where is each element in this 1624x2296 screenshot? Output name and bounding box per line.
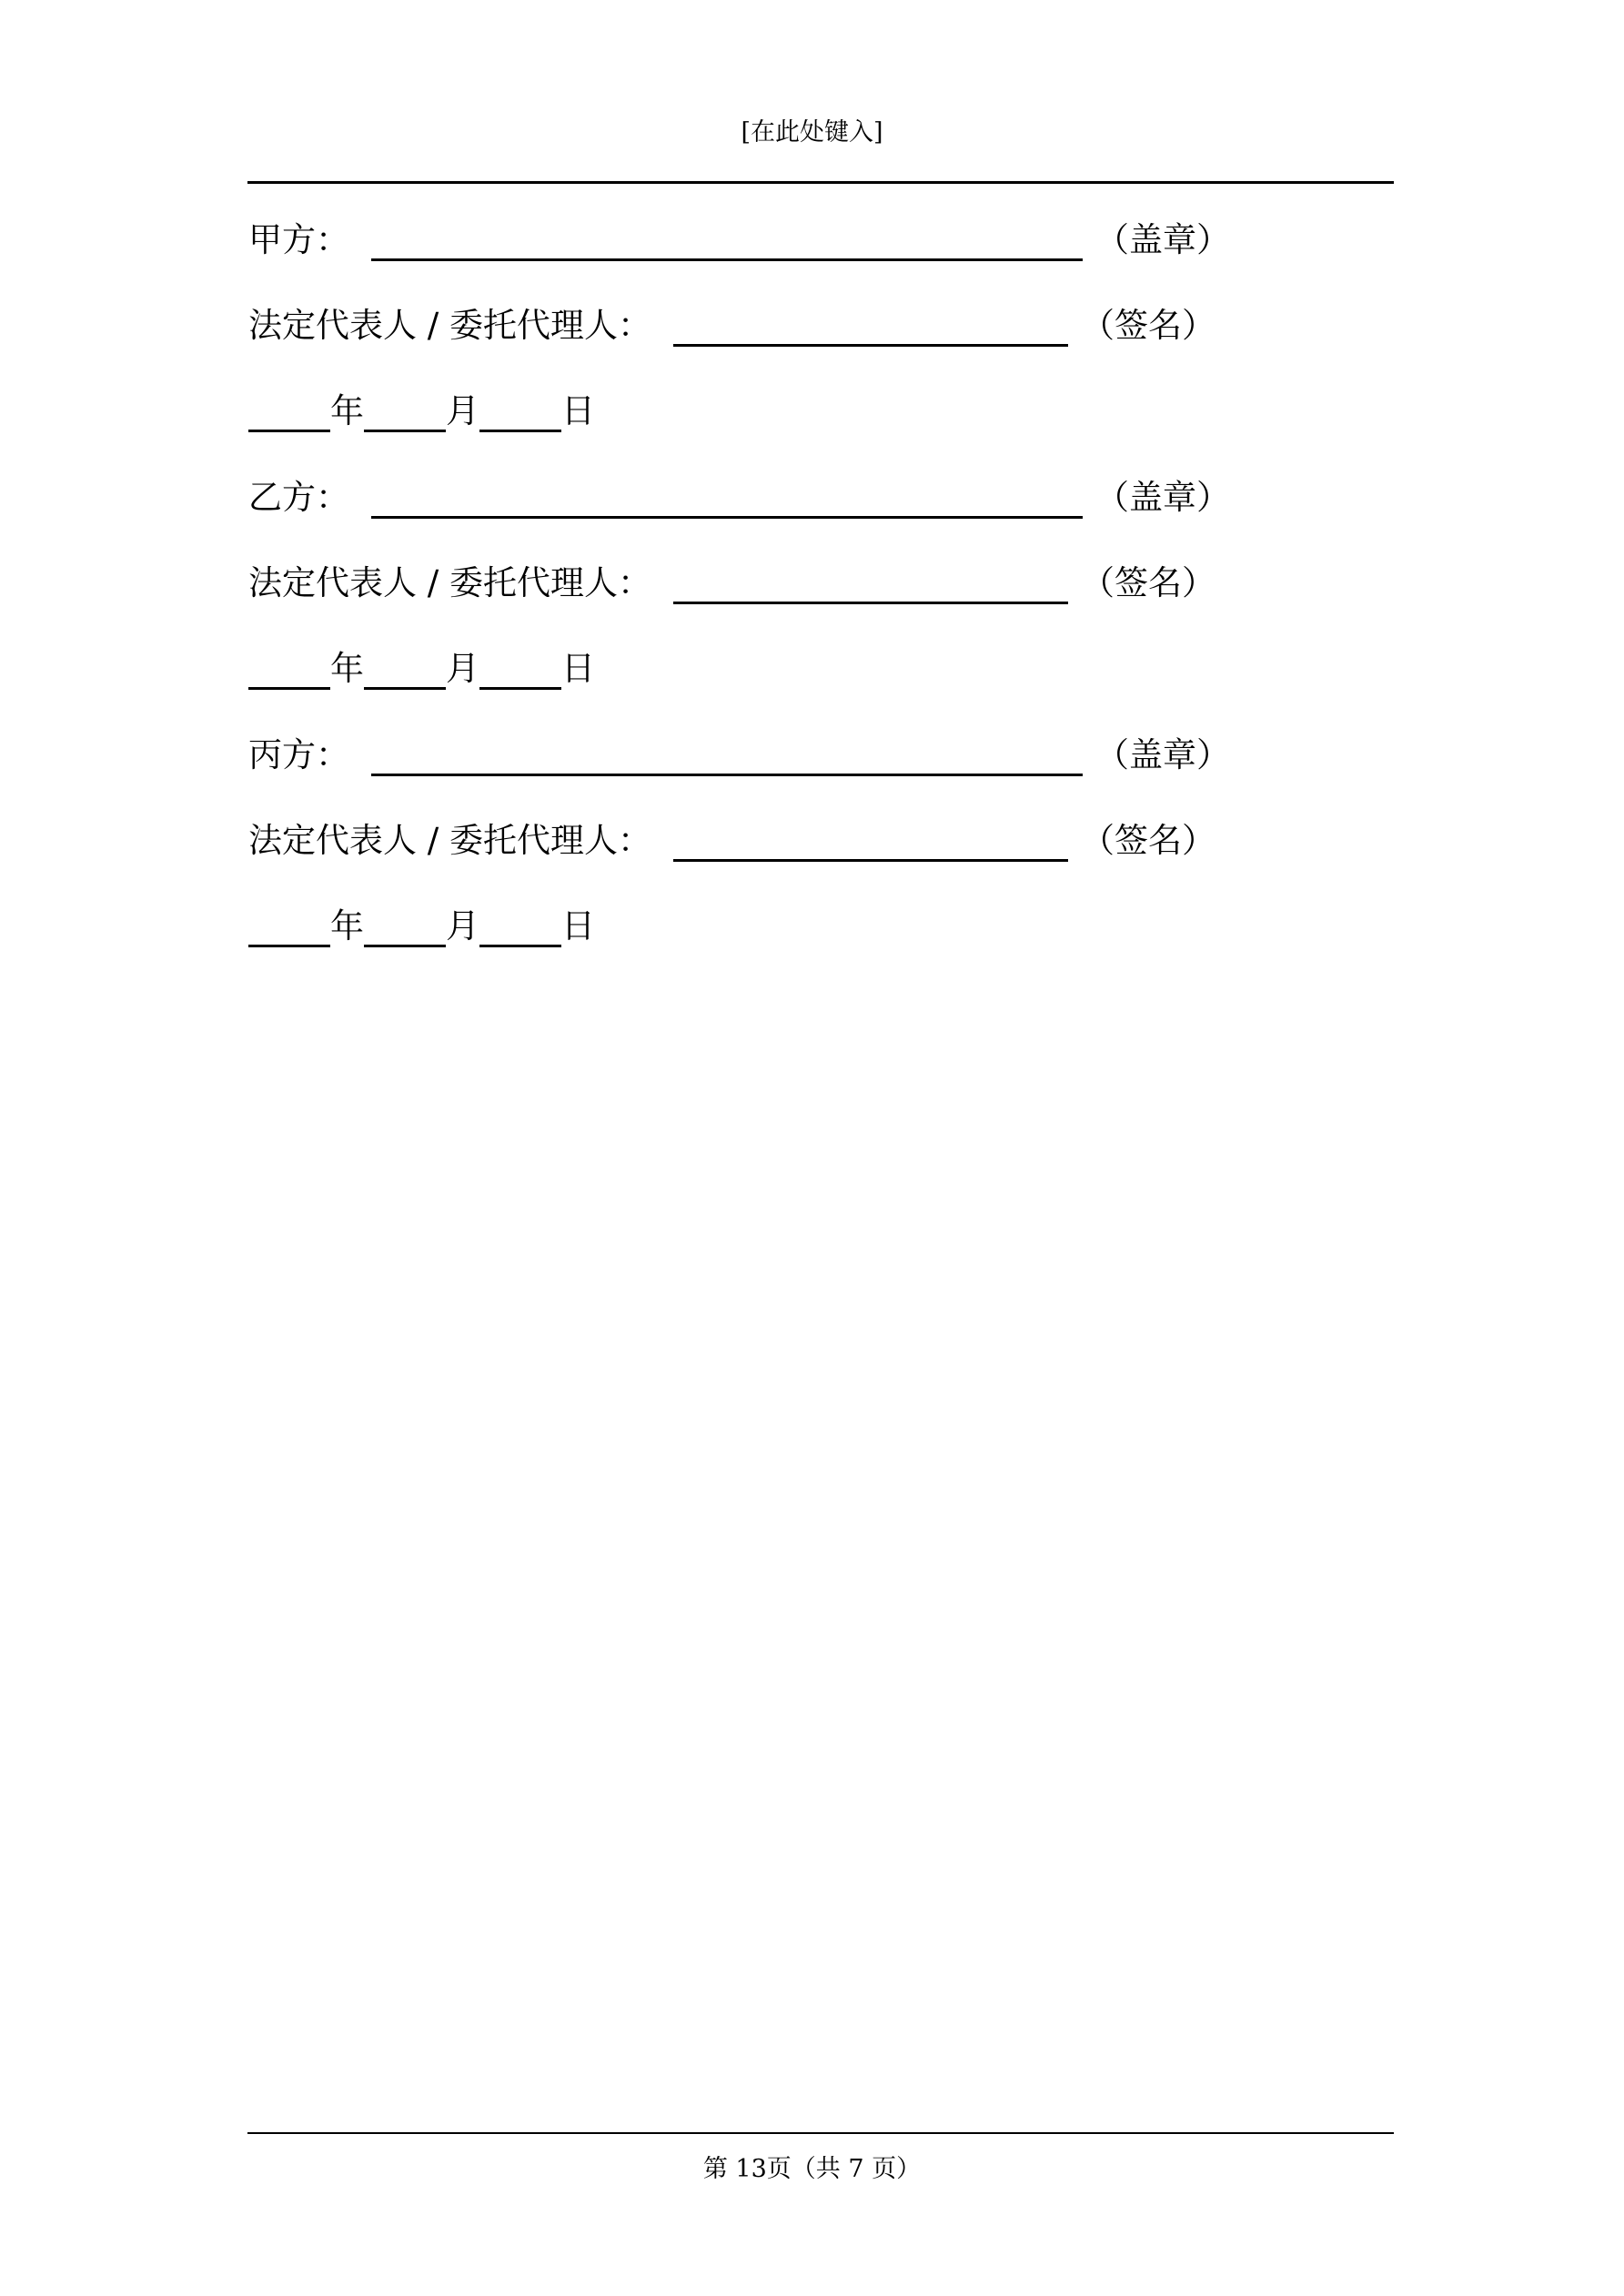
party-a-day-field[interactable] (479, 393, 561, 432)
year-label: 年 (330, 906, 364, 946)
month-label: 月 (446, 391, 479, 430)
party-b-day-field[interactable] (479, 651, 561, 690)
party-a-rep-field[interactable] (673, 308, 1068, 347)
party-c-name-field[interactable] (371, 737, 1083, 776)
party-b-rep-line (248, 558, 1215, 609)
party-c-line (248, 730, 1230, 781)
party-b-label: 乙方： (248, 478, 349, 517)
party-a-rep-label: 法定代表人 / 委托代理人： (248, 306, 651, 345)
party-a-seal-label: （盖章） (1095, 220, 1230, 259)
party-b-rep-field[interactable] (673, 565, 1068, 604)
footer-rule (247, 2132, 1394, 2134)
party-c-date-line (248, 901, 595, 952)
party-c-month-field[interactable] (364, 908, 446, 947)
day-label: 日 (561, 649, 595, 688)
party-a-sign-label: （签名） (1081, 306, 1215, 345)
month-label: 月 (446, 649, 479, 688)
party-c-sign-label: （签名） (1081, 821, 1215, 860)
party-c-year-field[interactable] (248, 908, 330, 947)
party-b-line (248, 472, 1230, 523)
day-label: 日 (561, 391, 595, 430)
party-b-sign-label: （签名） (1081, 563, 1215, 602)
party-c-rep-line (248, 815, 1215, 866)
page-footer: 第 13页（共 7 页） (702, 2155, 922, 2183)
party-a-line (248, 215, 1230, 266)
party-a-rep-line (248, 300, 1215, 351)
party-c-label: 丙方： (248, 735, 349, 774)
party-a-label: 甲方： (248, 220, 349, 259)
party-a-name-field[interactable] (371, 222, 1083, 261)
party-b-name-field[interactable] (371, 480, 1083, 519)
month-label: 月 (446, 906, 479, 946)
party-c-seal-label: （盖章） (1095, 735, 1230, 774)
party-b-rep-label: 法定代表人 / 委托代理人： (248, 563, 651, 602)
year-label: 年 (330, 391, 364, 430)
party-a-month-field[interactable] (364, 393, 446, 432)
day-label: 日 (561, 906, 595, 946)
party-b-date-line (248, 643, 595, 694)
header-rule (247, 181, 1394, 184)
party-b-month-field[interactable] (364, 651, 446, 690)
party-a-year-field[interactable] (248, 393, 330, 432)
page-header: [在此处键入] (741, 118, 883, 147)
party-b-seal-label: （盖章） (1095, 478, 1230, 517)
year-label: 年 (330, 649, 364, 688)
party-b-year-field[interactable] (248, 651, 330, 690)
party-c-rep-label: 法定代表人 / 委托代理人： (248, 821, 651, 860)
party-a-date-line (248, 386, 595, 437)
party-c-day-field[interactable] (479, 908, 561, 947)
party-c-rep-field[interactable] (673, 823, 1068, 862)
